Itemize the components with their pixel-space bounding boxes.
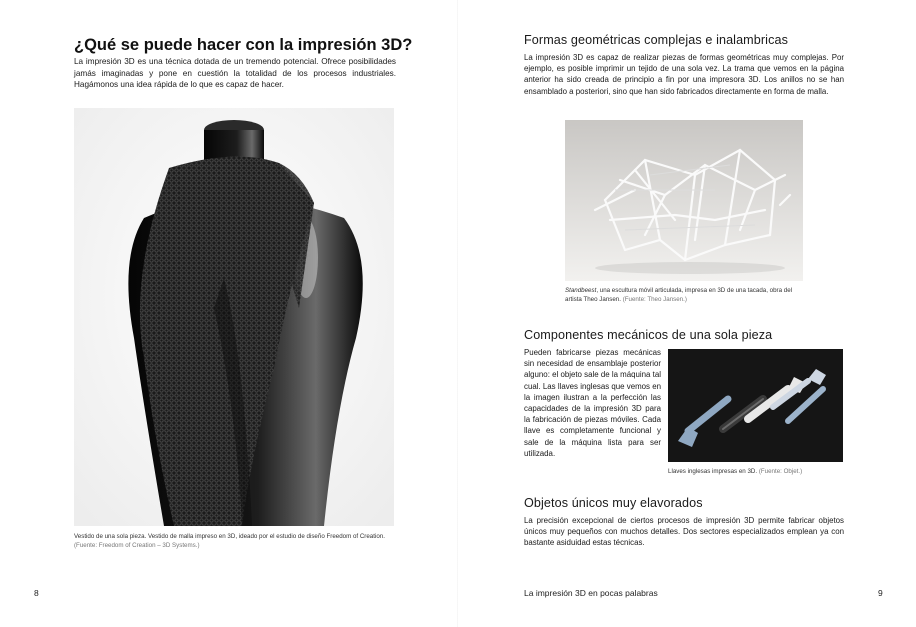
wrenches-photo — [668, 349, 843, 462]
page-number-left: 8 — [34, 588, 39, 598]
section-text-unique: La precisión excepcional de ciertos procesos de impresión 3D permite fabricar objetos únicos muy pequeños con muchos detalles. Dos sectores especializados emplean ya con bastante asiduidad estas técnicas. — [524, 516, 844, 548]
section-text-mechanical: Pueden fabricarse piezas mecánicas sin necesidad de ensamblaje posterior alguno: el objeto sale de la máquina tal cual. Las llaves inglesas que vemos en la imagen ilustran a la perfección las capacidades de la impresión 3D para la fabricación de piezas móviles. Cada llave es completamente funcional y sale de la máquina lista para ser utilizada. — [524, 348, 661, 458]
strandbeest-caption-text: , una escultura móvil articulada, impresa en 3D de una tacada, obra del artista Theo Jansen. — [565, 287, 793, 303]
mannequin-dress-photo — [74, 108, 394, 526]
page-title: ¿Qué se puede hacer con la impresión 3D? — [74, 36, 413, 54]
strandbeest-photo — [565, 120, 803, 281]
running-footer-title: La impresión 3D en pocas palabras — [524, 588, 658, 598]
dress-caption-text: Vestido de una sola pieza. Vestido de malla impreso en 3D, ideado por el estudio de diseño Freedom of Creation. — [74, 533, 385, 540]
dress-caption — [74, 532, 404, 550]
section-heading-mechanical: Componentes mecánicos de una sola pieza — [524, 328, 773, 342]
intro-paragraph: La impresión 3D es una técnica dotada de un tremendo potencial. Ofrece posibilidades jamás imaginadas y pone en cuestión la totalidad de los procesos industriales. Hagámonos una idea rápida de lo que es capaz de hacer. — [74, 57, 396, 90]
wrenches-caption-credit: (Fuente: Objet.) — [758, 468, 803, 475]
section-heading-geometric: Formas geométricas complejas e inalambricas — [524, 33, 788, 47]
dress-caption-credit: (Fuente: Freedom of Creation – 3D Systems.) — [74, 542, 200, 549]
page-number-right: 9 — [878, 588, 883, 598]
section-text-geometric: La impresión 3D es capaz de realizar piezas de formas geométricas muy complejas. Por ejemplo, es posible imprimir un tejido de una sola vez. La trama que vemos en la página anterior ha sido creada de principio a fin por una impresora 3D. Los anillos no se han ensamblado a posteriori, sino que han sido fabricados directamente en forma de malla. — [524, 53, 844, 96]
wrenches-caption — [668, 467, 843, 476]
strandbeest-caption-italic: Standbeest — [565, 287, 597, 294]
strandbeest-caption — [565, 286, 805, 304]
section-heading-unique: Objetos únicos muy elavorados — [524, 496, 703, 510]
wrenches-caption-text: Llaves inglesas impresas en 3D. — [668, 468, 758, 475]
strandbeest-caption-credit: (Fuente: Theo Jansen.) — [622, 296, 687, 303]
